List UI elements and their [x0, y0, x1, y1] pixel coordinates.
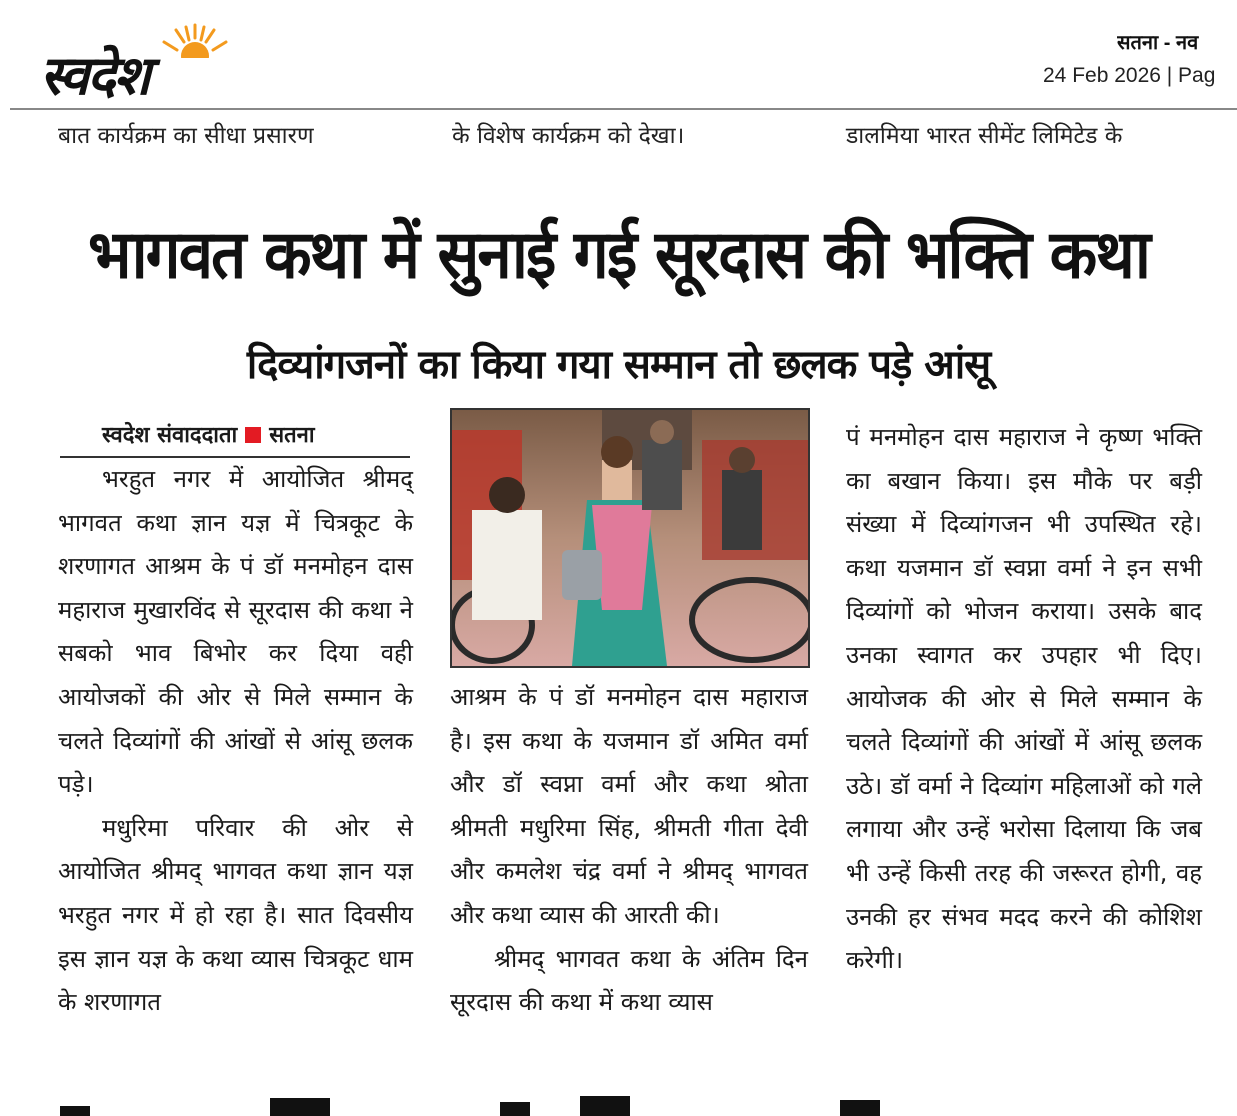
- article-column-2: [450, 676, 808, 1025]
- next-headline-fragment: [0, 1092, 1237, 1116]
- masthead: [0, 0, 1237, 110]
- stub-text-col3: डालमिया भारत सीमेंट लिमिटेड के: [846, 123, 1123, 149]
- photo-scene: [452, 410, 808, 666]
- article-photo[interactable]: [450, 408, 810, 668]
- swadesh-logo[interactable]: [40, 22, 290, 107]
- sun-icon: [160, 22, 230, 58]
- red-square-icon: [245, 427, 261, 443]
- stub-text-col1: बात कार्यक्रम का सीधा प्रसारण: [58, 123, 314, 149]
- edition-label: सतना - नव: [1117, 32, 1199, 54]
- paragraph: आश्रम के पं डॉ मनमोहन दास महाराज है। इस कथा के यजमान डॉ अमित वर्मा और डॉ स्वप्ना वर्मा और कथा श्रोता श्रीमती मधुरिमा सिंह, श्रीमती गीता देवी और कमलेश चंद्र वर्मा ने श्रीमद् भागवत और कथा व्यास की आरती की।: [450, 683, 808, 929]
- stub-text-col2: के विशेष कार्यक्रम को देखा।: [452, 123, 685, 149]
- byline-reporter: स्वदेश संवाददाता: [102, 423, 238, 448]
- byline-location: सतना: [269, 423, 315, 448]
- paragraph: भरहुत नगर में आयोजित श्रीमद् भागवत कथा ज्ञान यज्ञ में चित्रकूट के शरणागत आश्रम के पं डॉ मनमोहन दास महाराज मुखारविंद से सूरदास की कथा ने सबको भाव बिभोर कर दिया वही आयोजकों की ओर से मिले सम्मान के चलते दिव्यांगों की आंखों से आंसू छलक पड़े।: [58, 465, 413, 799]
- masthead-rule: [10, 108, 1237, 110]
- date-page-label: 24 Feb 2026 | Pag: [1043, 64, 1216, 87]
- paragraph: पं मनमोहन दास महाराज ने कृष्ण भक्ति का बखान किया। इस मौके पर बड़ी संख्या में दिव्यांगजन भी उपस्थित रहे। कथा यजमान डॉ स्वप्ना वर्मा ने इन सभी दिव्यांगों को भोजन कराया। उसके बाद उनका स्वागत कर उपहार भी दिए। आयोजक की ओर से मिले सम्मान के चलते दिव्यांगों की आंखों में आंसू छलक उठे। डॉ वर्मा ने दिव्यांग महिलाओं को गले लगाया और उन्हें भरोसा दिलाया कि जब भी उन्हें किसी तरह की जरूरत होगी, वह उनकी हर संभव मदद करने की कोशिश करेगी।: [846, 423, 1202, 975]
- logo-wordmark: स्वदेश: [40, 44, 149, 107]
- byline: [60, 418, 410, 458]
- paragraph: मधुरिमा परिवार की ओर से आयोजित श्रीमद् भागवत कथा ज्ञान यज्ञ भरहुत नगर में हो रहा है। सात दिवसीय इस ज्ञान यज्ञ के कथा व्यास चित्रकूट धाम के शरणागत: [58, 813, 413, 1017]
- article-column-1: [58, 458, 413, 1025]
- article-subheadline: दिव्यांगजनों का किया गया सम्मान तो छलक पड़े आंसू: [246, 342, 991, 388]
- paragraph: श्रीमद् भागवत कथा के अंतिम दिन सूरदास की कथा में कथा व्यास: [450, 944, 808, 1017]
- article-headline: भागवत कथा में सुनाई गई सूरदास की भक्ति कथा: [88, 215, 1149, 294]
- article-column-3: [846, 416, 1202, 983]
